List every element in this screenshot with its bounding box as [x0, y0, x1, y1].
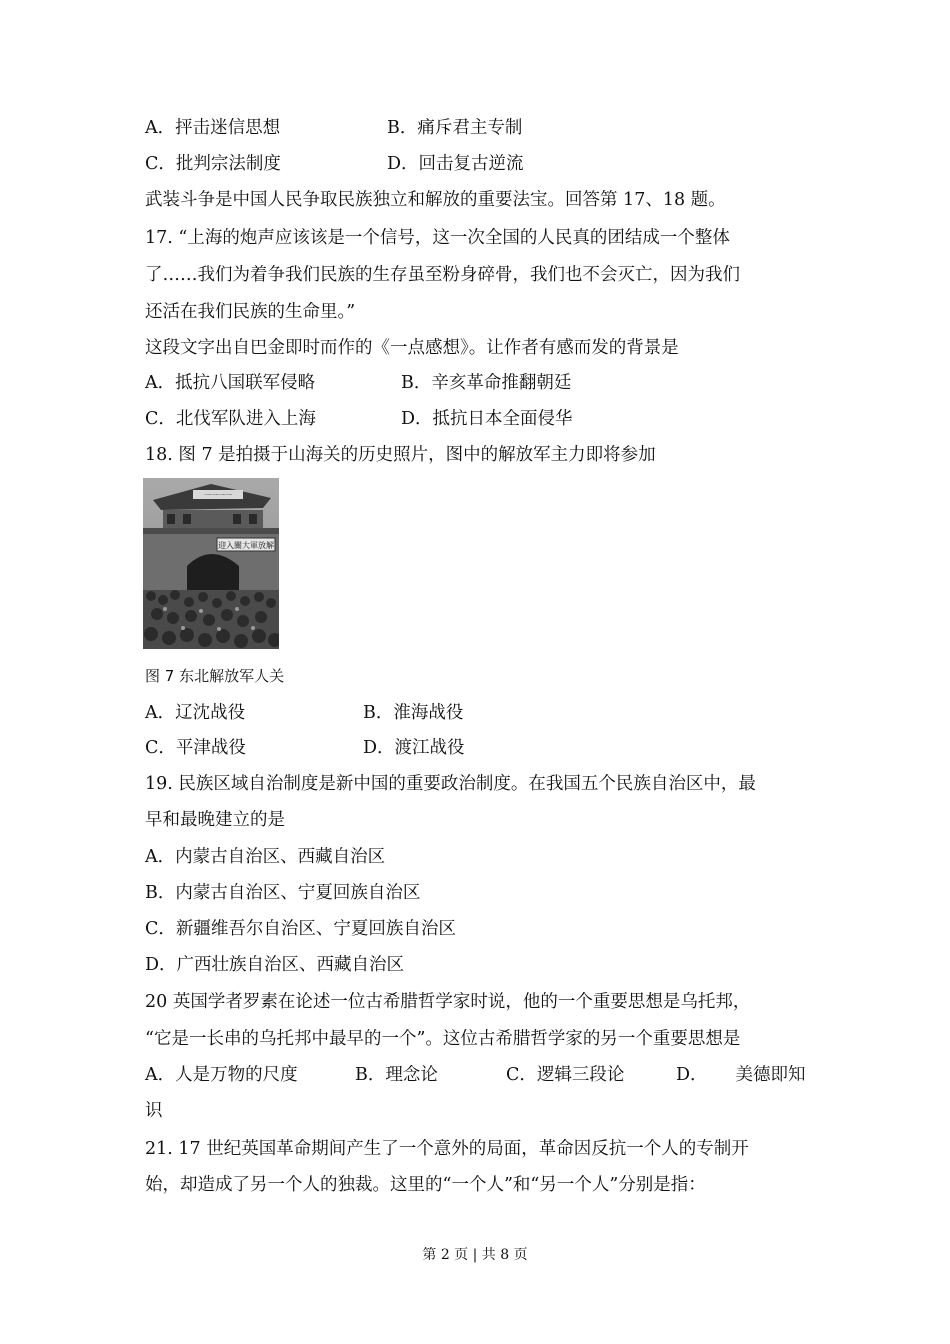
option-text: 抨击迷信思想 [175, 118, 281, 138]
q20-option-a [145, 1063, 298, 1087]
option-text: 内蒙古自治区、宁夏回族自治区 [175, 883, 421, 903]
q17-option-b [401, 371, 571, 395]
q18-stem: 18. 图 7 是拍摄于山海关的历史照片，图中的解放军主力即将参加 [145, 445, 656, 465]
q17-option-a [145, 371, 315, 395]
historical-photo [143, 478, 279, 649]
option-text: 辽沈战役 [175, 703, 246, 723]
section-intro: 武装斗争是中国人民争取民族独立和解放的重要法宝。回答第 17、18 题。 [145, 190, 726, 210]
q20-option-c [506, 1063, 624, 1087]
option-letter: D． [676, 1065, 708, 1085]
option-letter: C． [145, 919, 176, 939]
option-text: 美德即知 [735, 1065, 806, 1085]
option-letter: D． [387, 154, 419, 174]
option-text: 人是万物的尺度 [175, 1065, 298, 1085]
option-letter: D． [401, 409, 433, 429]
q19-stem-line-1: 19. 民族区域自治制度是新中国的重要政治制度。在我国五个民族自治区中，最 [145, 774, 756, 794]
option-letter: B． [145, 883, 176, 903]
option-letter: A． [145, 1065, 176, 1085]
option-letter: D． [145, 955, 177, 975]
q19-option-c [145, 917, 456, 941]
q16-option-a [145, 116, 280, 140]
option-text: 抵抗八国联军侵略 [175, 373, 316, 393]
q19-stem-line-2: 早和最晚建立的是 [145, 810, 285, 830]
option-text: 渡江战役 [394, 738, 465, 758]
q19-option-d [145, 953, 404, 977]
option-text: 辛亥革命推翻朝廷 [431, 373, 572, 393]
option-letter: B． [355, 1065, 386, 1085]
option-text: 广西壮族自治区、西藏自治区 [176, 955, 405, 975]
q19-option-a [145, 845, 385, 869]
q17-stem-line-3: 还活在我们民族的生命里。” [145, 302, 356, 322]
option-text: 理念论 [385, 1065, 438, 1085]
q17-stem-line-1: 17. “上海的炮声应该该是一个信号，这一次全国的人民真的团结成一个整体 [145, 228, 730, 248]
page-footer: 第 2 页 | 共 8 页 [422, 1247, 528, 1263]
option-text: 新疆维吾尔自治区、宁夏回族自治区 [175, 919, 456, 939]
q20-option-d-wrap: 识 [145, 1101, 163, 1121]
q16-option-d [387, 152, 524, 176]
option-letter: C． [145, 409, 176, 429]
q17-stem-line-4: 这段文字出自巴金即时而作的《一点感想》。让作者有感而发的背景是 [145, 338, 679, 358]
option-letter: D． [363, 738, 395, 758]
option-text: 抵抗日本全面侵华 [432, 409, 573, 429]
option-letter: A． [145, 373, 176, 393]
option-letter: C． [145, 738, 176, 758]
q21-stem-line-2: 始，却造成了另一个人的独裁。这里的“一个人”和“另一个人”分别是指： [145, 1175, 706, 1195]
q17-stem-line-2: 了……我们为着争我们民族的生存虽至粉身碎骨，我们也不会灭亡，因为我们 [145, 265, 740, 285]
q18-option-b [363, 701, 463, 725]
option-text: 平津战役 [175, 738, 246, 758]
q17-option-c [145, 407, 316, 431]
option-letter: C． [506, 1065, 537, 1085]
q19-option-b [145, 881, 420, 905]
q21-stem-line-1: 21. 17 世纪英国革命期间产生了一个意外的局面，革命因反抗一个人的专制开 [145, 1139, 749, 1159]
q16-option-c [145, 152, 281, 176]
option-letter: B． [363, 703, 394, 723]
option-text: 淮海战役 [393, 703, 464, 723]
q20-option-d [676, 1063, 806, 1087]
q16-option-b [387, 116, 522, 140]
option-text: 逻辑三段论 [536, 1065, 625, 1085]
figure-caption: 图 7 东北解放军人关 [145, 667, 285, 685]
option-letter: A． [145, 847, 176, 867]
option-text: 内蒙古自治区、西藏自治区 [175, 847, 386, 867]
option-text: 批判宗法制度 [175, 154, 281, 174]
option-letter: C． [145, 154, 176, 174]
q18-option-c [145, 736, 246, 760]
photo-banner-text: 一一一一 [204, 491, 232, 500]
option-letter: A． [145, 703, 176, 723]
option-letter: A． [145, 118, 176, 138]
option-text: 北伐军队进入上海 [175, 409, 316, 429]
option-letter: B． [401, 373, 432, 393]
q20-stem-line-2: “它是一长串的乌托邦中最早的一个”。这位古希腊哲学家的另一个重要思想是 [145, 1029, 741, 1049]
option-text: 痛斥君主专制 [417, 118, 523, 138]
photo-gate-sign: 迎入關大軍放解 [218, 541, 274, 550]
q20-option-b [355, 1063, 438, 1087]
q18-option-a [145, 701, 245, 725]
q18-option-d [363, 736, 465, 760]
q17-option-d [401, 407, 573, 431]
option-letter: B． [387, 118, 418, 138]
shanhaiguan-photo-image [143, 478, 279, 649]
q20-stem-line-1: 20 英国学者罗素在论述一位古希腊哲学家时说，他的一个重要思想是乌托邦， [145, 992, 751, 1012]
option-text: 回击复古逆流 [418, 154, 524, 174]
